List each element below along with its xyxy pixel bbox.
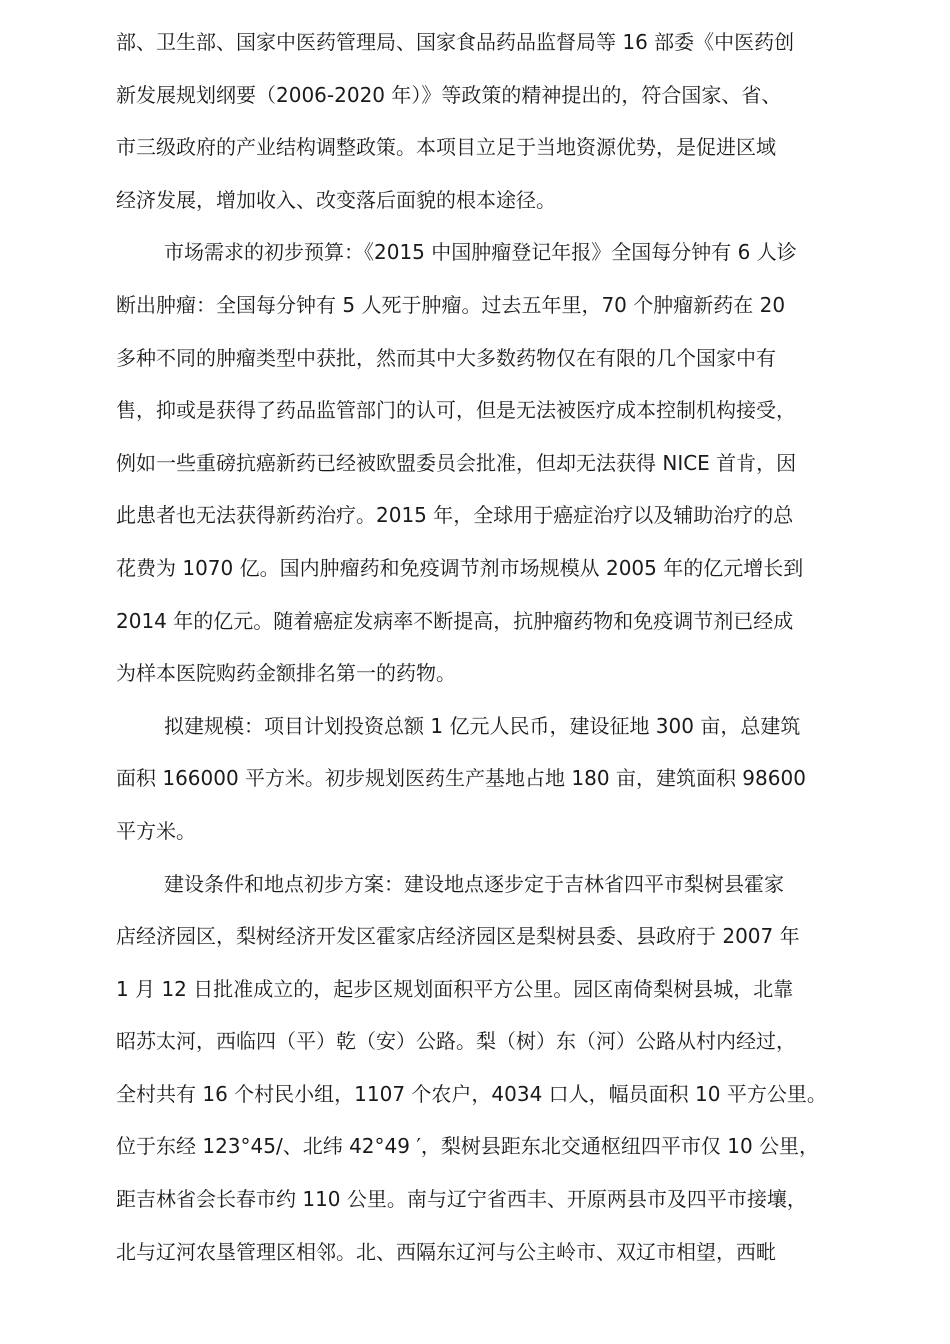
text-line: 距吉林省会长春市约 110 公里。南与辽宁省西丰、开原两县市及四平市接壤，: [116, 1187, 807, 1212]
text-line: 1 月 12 日批准成立的，起步区规划面积平方公里。园区南倚梨树县城，北靠: [116, 976, 794, 1001]
text-line: 为样本医院购药金额排名第一的药物。: [116, 661, 456, 686]
text-line: 例如一些重磅抗癌新药已经被欧盟委员会批准，但却无法获得 NICE 首肯，因: [116, 450, 797, 475]
text-line: 经济发展，增加收入、改变落后面貌的根本途径。: [116, 187, 556, 212]
text-line: 昭苏太河，西临四（平）乾（安）公路。梨（树）东（河）公路从村内经过，: [116, 1029, 796, 1054]
text-line: 位于东经 123°45/、北纬 42°49 ′，梨树县距东北交通枢纽四平市仅 10 公里，: [116, 1134, 820, 1159]
text-line: 建设条件和地点初步方案：建设地点逐步定于吉林省四平市梨树县霍家: [164, 871, 784, 896]
paragraph-planned-scale: [116, 700, 836, 858]
text-line: 平方米。: [116, 818, 196, 843]
text-line: 北与辽河农垦管理区相邻。北、西隔东辽河与公主岭市、双辽市相望，西毗: [116, 1239, 776, 1264]
paragraph-market-demand: [116, 226, 836, 699]
text-line: 断出肿瘤：全国每分钟有 5 人死于肿瘤。过去五年里，70 个肿瘤新药在 20: [116, 292, 786, 317]
text-line: 部、卫生部、国家中医药管理局、国家食品药品监督局等 16 部委《中医药创: [116, 30, 795, 54]
paragraph-policy: [116, 16, 836, 226]
text-line: 面积 166000 平方米。初步规划医药生产基地占地 180 亩，建筑面积 98600: [116, 766, 806, 791]
paragraph-site-conditions: [116, 858, 836, 1279]
text-line: 拟建规模：项目计划投资总额 1 亿元人民币，建设征地 300 亩，总建筑: [164, 713, 801, 738]
text-line: 2014 年的亿元。随着癌症发病率不断提高，抗肿瘤药物和免疫调节剂已经成: [116, 608, 794, 633]
text-line: 售，抑或是获得了药品监管部门的认可，但是无法被医疗成本控制机构接受，: [116, 398, 796, 423]
text-line: 市三级政府的产业结构调整政策。本项目立足于当地资源优势，是促进区域: [116, 135, 776, 160]
text-line: 多种不同的肿瘤类型中获批，然而其中大多数药物仅在有限的几个国家中有: [116, 345, 776, 370]
text-line: 全村共有 16 个村民小组，1107 个农户，4034 口人，幅员面积 10 平方公里。: [116, 1081, 827, 1106]
document-body: [116, 16, 836, 1278]
text-line: 此患者也无法获得新药治疗。2015 年，全球用于癌症治疗以及辅助治疗的总: [116, 503, 794, 528]
text-line: 花费为 1070 亿。国内肿瘤药和免疫调节剂市场规模从 2005 年的亿元增长到: [116, 555, 804, 580]
text-line: 市场需求的初步预算：《2015 中国肿瘤登记年报》全国每分钟有 6 人诊: [164, 240, 797, 265]
text-line: 新发展规划纲要（2006-2020 年）》等政策的精神提出的，符合国家、省、: [116, 82, 782, 107]
text-line: 店经济园区，梨树经济开发区霍家店经济园区是梨树县委、县政府于 2007 年: [116, 924, 800, 949]
